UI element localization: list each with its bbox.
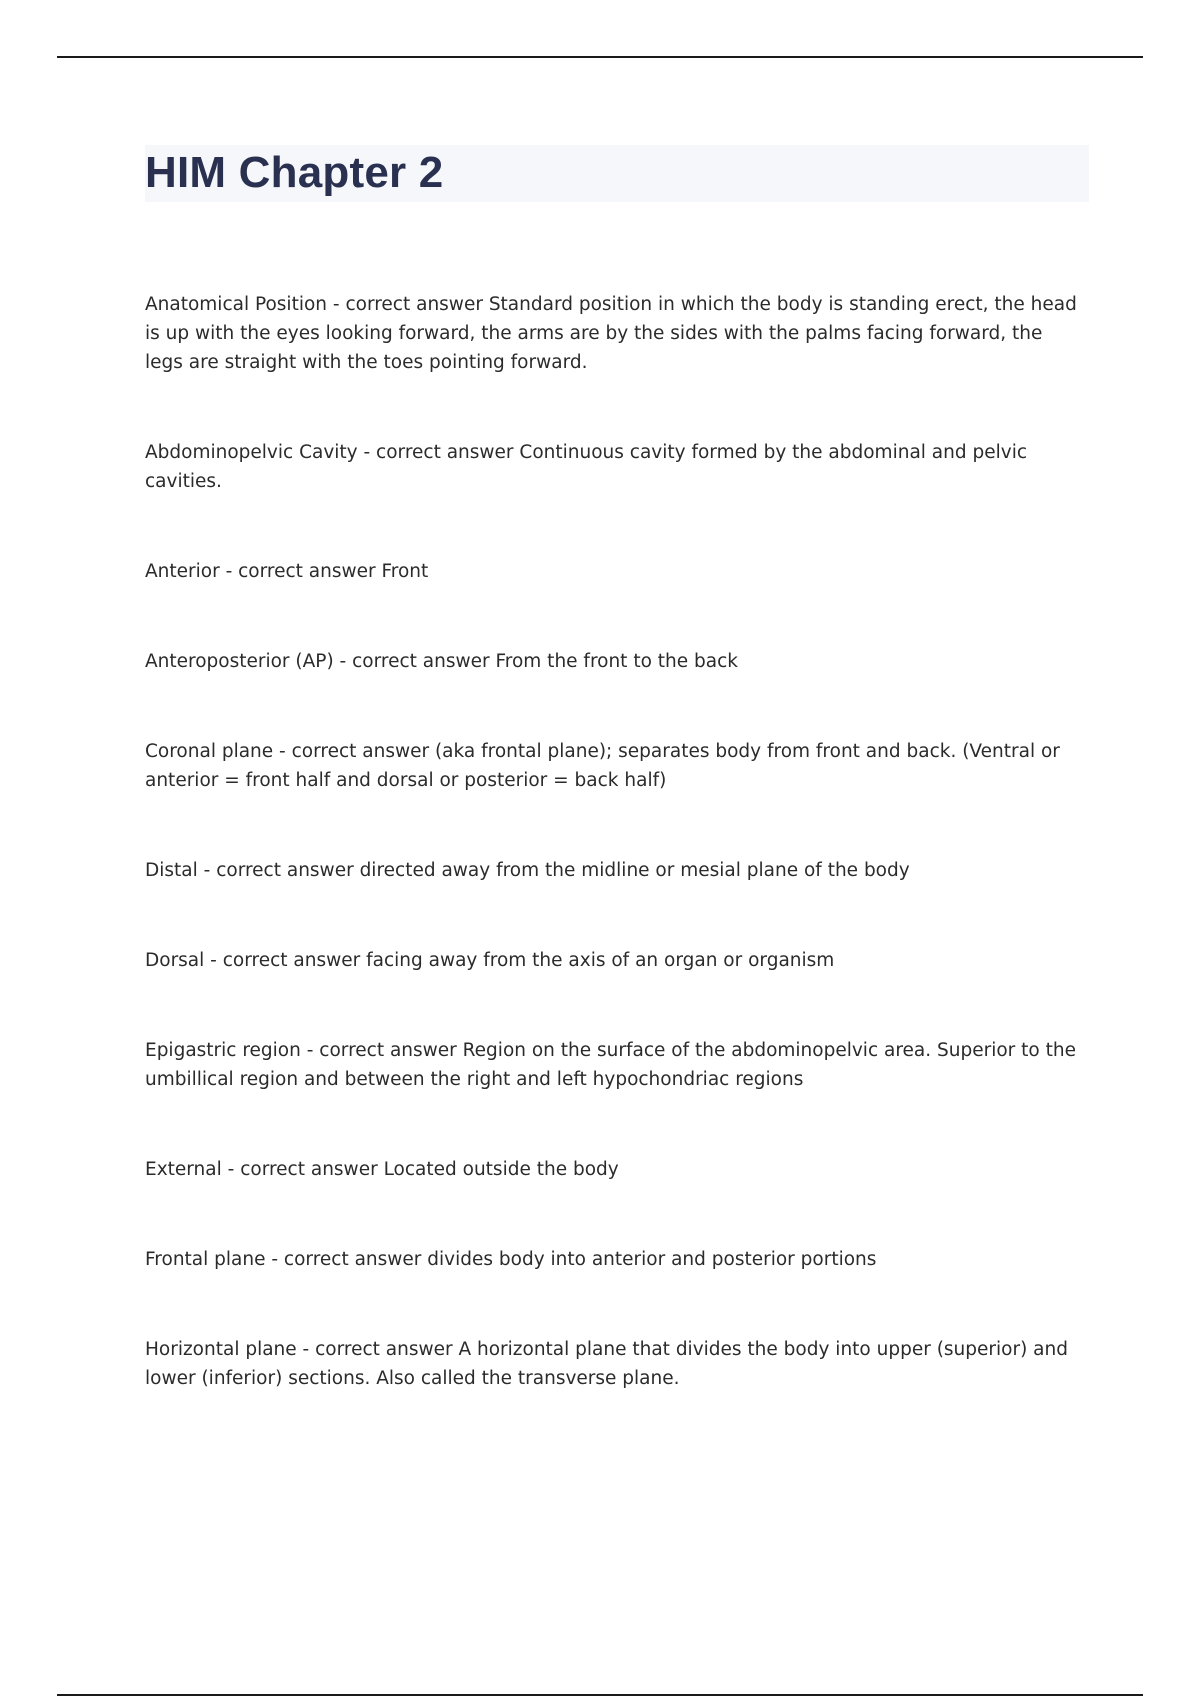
flashcard-entry	[145, 946, 1085, 975]
flashcard-entry	[145, 737, 1085, 795]
entry-term: Dorsal	[145, 950, 205, 971]
entry-separator: - correct answer	[204, 950, 367, 971]
flashcard-entry	[145, 557, 1085, 586]
entry-term: Anterior	[145, 561, 220, 582]
entry-definition: divides body into anterior and posterior portions	[427, 1249, 877, 1270]
flashcard-entry	[145, 1245, 1085, 1274]
entry-term: Anatomical Position	[145, 294, 328, 315]
flashcard-entry	[145, 438, 1085, 496]
flashcard-entry	[145, 1335, 1085, 1393]
entry-term: Coronal plane	[145, 741, 274, 762]
entry-term: Anteroposterior (AP)	[145, 651, 334, 672]
entry-separator: - correct answer	[300, 1040, 463, 1061]
entry-definition: directed away from the midline or mesial plane of the body	[359, 860, 910, 881]
entry-separator: - correct answer	[357, 442, 520, 463]
entry-definition: Front	[381, 561, 429, 582]
entry-separator: - correct answer	[296, 1339, 459, 1360]
entry-definition: (aka frontal plane); separates body from front and back. (Ventral or anterior = front half and dorsal or posterior = back half)	[145, 741, 1060, 791]
header-rule	[57, 56, 1143, 58]
entry-definition: Region on the surface of the abdominopelvic area. Superior to the umbillical region and between the right and left hypochondriac regions	[145, 1040, 1076, 1090]
entry-definition: Standard position in which the body is standing erect, the head is up with the eyes looking forward, the arms are by the sides with the palms facing forward, the legs are straight with the toes pointing forward.	[145, 294, 1077, 373]
entry-term: Distal	[145, 860, 198, 881]
entry-separator: - correct answer	[273, 741, 435, 762]
entry-term: Abdominopelvic Cavity	[145, 442, 358, 463]
flashcard-entry	[145, 647, 1085, 676]
entry-term: External	[145, 1159, 222, 1180]
entry-separator: - correct answer	[333, 651, 496, 672]
entry-definition: facing away from the axis of an organ or organism	[366, 950, 835, 971]
flashcard-list	[145, 290, 1085, 1454]
entry-separator: - correct answer	[327, 294, 489, 315]
flashcard-entry	[145, 290, 1085, 377]
entry-separator: - correct answer	[221, 1159, 384, 1180]
flashcard-entry	[145, 1036, 1085, 1094]
flashcard-entry	[145, 856, 1085, 885]
entry-term: Horizontal plane	[145, 1339, 297, 1360]
flashcard-entry	[145, 1155, 1085, 1184]
page-title: HIM Chapter 2	[145, 148, 444, 197]
entry-definition: From the front to the back	[495, 651, 738, 672]
entry-definition: A horizontal plane that divides the body into upper (superior) and lower (inferior) sections. Also called the transverse plane.	[145, 1339, 1068, 1389]
entry-separator: - correct answer	[219, 561, 382, 582]
entry-term: Epigastric region	[145, 1040, 301, 1061]
entry-definition: Continuous cavity formed by the abdominal and pelvic cavities.	[145, 442, 1028, 492]
footer-rule	[57, 1694, 1143, 1696]
entry-term: Frontal plane	[145, 1249, 266, 1270]
entry-separator: - correct answer	[265, 1249, 428, 1270]
entry-separator: - correct answer	[197, 860, 360, 881]
entry-definition: Located outside the body	[383, 1159, 619, 1180]
